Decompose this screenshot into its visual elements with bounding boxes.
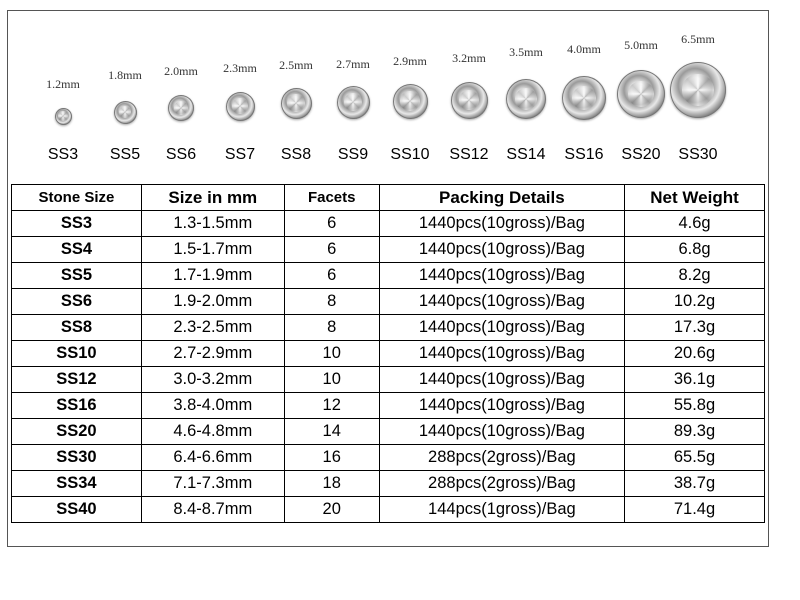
stone-ss-label: SS9 bbox=[337, 146, 369, 163]
stone-mm-text: 4.0mm bbox=[567, 42, 601, 56]
stone-mm-text: 3.5mm bbox=[509, 45, 543, 59]
cell-stone-size: SS3 bbox=[12, 211, 142, 237]
cell-packing-details: 1440pcs(10gross)/Bag bbox=[379, 263, 624, 289]
cell-net-weight: 89.3g bbox=[625, 419, 765, 445]
stone-ss-label: SS16 bbox=[564, 146, 604, 163]
stone-mm-text: 2.7mm bbox=[336, 57, 370, 71]
cell-size-mm: 1.3-1.5mm bbox=[141, 211, 284, 237]
stone-mm-text: 2.3mm bbox=[223, 61, 257, 75]
cell-packing-details: 1440pcs(10gross)/Bag bbox=[379, 367, 624, 393]
cell-net-weight: 38.7g bbox=[625, 471, 765, 497]
cell-size-mm: 1.9-2.0mm bbox=[141, 289, 284, 315]
table-row bbox=[12, 367, 765, 393]
cell-net-weight: 71.4g bbox=[625, 497, 765, 523]
table-row bbox=[12, 497, 765, 523]
cell-net-weight: 20.6g bbox=[625, 341, 765, 367]
cell-size-mm: 3.8-4.0mm bbox=[141, 393, 284, 419]
cell-stone-size: SS16 bbox=[12, 393, 142, 419]
cell-stone-size: SS30 bbox=[12, 445, 142, 471]
rhinestone-image bbox=[506, 79, 546, 119]
header-net-weight: Net Weight bbox=[625, 185, 765, 211]
cell-packing-details: 1440pcs(10gross)/Bag bbox=[379, 211, 624, 237]
stone-ss-label: SS14 bbox=[506, 146, 546, 163]
cell-packing-details: 144pcs(1gross)/Bag bbox=[379, 497, 624, 523]
cell-facets: 14 bbox=[284, 419, 379, 445]
cell-packing-details: 1440pcs(10gross)/Bag bbox=[379, 393, 624, 419]
cell-net-weight: 4.6g bbox=[625, 211, 765, 237]
header-stone-size: Stone Size bbox=[12, 185, 142, 211]
cell-facets: 6 bbox=[284, 263, 379, 289]
cell-stone-size: SS6 bbox=[12, 289, 142, 315]
stone-mm-text: 2.5mm bbox=[279, 58, 313, 72]
cell-stone-size: SS12 bbox=[12, 367, 142, 393]
cell-size-mm: 6.4-6.6mm bbox=[141, 445, 284, 471]
cell-size-mm: 2.7-2.9mm bbox=[141, 341, 284, 367]
stone-mm-text: 5.0mm bbox=[624, 38, 658, 52]
stone-size-strip bbox=[0, 0, 800, 180]
stone-mm-label bbox=[210, 61, 270, 76]
stone-mm-label bbox=[323, 57, 383, 72]
rhinestone-image bbox=[337, 86, 370, 119]
cell-size-mm: 3.0-3.2mm bbox=[141, 367, 284, 393]
cell-stone-size: SS34 bbox=[12, 471, 142, 497]
cell-packing-details: 288pcs(2gross)/Bag bbox=[379, 471, 624, 497]
cell-stone-size: SS5 bbox=[12, 263, 142, 289]
cell-facets: 6 bbox=[284, 211, 379, 237]
rhinestone-image bbox=[226, 92, 255, 121]
table-row bbox=[12, 237, 765, 263]
stone-ss-label: SS20 bbox=[621, 146, 661, 163]
table-header-row bbox=[12, 185, 765, 211]
header-size-mm: Size in mm bbox=[141, 185, 284, 211]
table-row bbox=[12, 315, 765, 341]
stone-ss-label: SS6 bbox=[165, 146, 197, 163]
cell-net-weight: 8.2g bbox=[625, 263, 765, 289]
cell-facets: 16 bbox=[284, 445, 379, 471]
cell-facets: 8 bbox=[284, 315, 379, 341]
stone-mm-label bbox=[266, 58, 326, 73]
table-row bbox=[12, 419, 765, 445]
stone-ss-label: SS12 bbox=[449, 146, 489, 163]
stone-mm-label bbox=[95, 68, 155, 83]
stone-mm-text: 6.5mm bbox=[681, 32, 715, 46]
cell-stone-size: SS20 bbox=[12, 419, 142, 445]
stone-ss-label: SS3 bbox=[47, 146, 79, 163]
stone-mm-label bbox=[33, 77, 93, 92]
table-row bbox=[12, 445, 765, 471]
cell-facets: 8 bbox=[284, 289, 379, 315]
cell-facets: 18 bbox=[284, 471, 379, 497]
cell-size-mm: 1.5-1.7mm bbox=[141, 237, 284, 263]
cell-size-mm: 7.1-7.3mm bbox=[141, 471, 284, 497]
stone-ss-label: SS10 bbox=[390, 146, 430, 163]
stone-spec-table bbox=[11, 184, 765, 523]
table-row bbox=[12, 289, 765, 315]
cell-packing-details: 1440pcs(10gross)/Bag bbox=[379, 315, 624, 341]
cell-packing-details: 1440pcs(10gross)/Bag bbox=[379, 419, 624, 445]
cell-net-weight: 10.2g bbox=[625, 289, 765, 315]
cell-facets: 10 bbox=[284, 367, 379, 393]
cell-facets: 20 bbox=[284, 497, 379, 523]
stone-mm-text: 2.0mm bbox=[164, 64, 198, 78]
cell-size-mm: 4.6-4.8mm bbox=[141, 419, 284, 445]
rhinestone-image bbox=[451, 82, 488, 119]
stone-mm-label bbox=[439, 51, 499, 66]
rhinestone-image bbox=[393, 84, 428, 119]
table-row bbox=[12, 263, 765, 289]
stone-ss-label: SS5 bbox=[109, 146, 141, 163]
cell-net-weight: 65.5g bbox=[625, 445, 765, 471]
cell-packing-details: 1440pcs(10gross)/Bag bbox=[379, 341, 624, 367]
cell-size-mm: 1.7-1.9mm bbox=[141, 263, 284, 289]
cell-facets: 10 bbox=[284, 341, 379, 367]
cell-net-weight: 6.8g bbox=[625, 237, 765, 263]
stone-mm-text: 1.2mm bbox=[46, 77, 80, 91]
rhinestone-image bbox=[55, 108, 72, 125]
stone-mm-label bbox=[668, 32, 728, 47]
stone-mm-label bbox=[554, 42, 614, 57]
stone-ss-label: SS8 bbox=[280, 146, 312, 163]
rhinestone-image bbox=[114, 101, 137, 124]
cell-stone-size: SS10 bbox=[12, 341, 142, 367]
table-row bbox=[12, 341, 765, 367]
cell-net-weight: 36.1g bbox=[625, 367, 765, 393]
cell-size-mm: 2.3-2.5mm bbox=[141, 315, 284, 341]
stone-mm-label bbox=[380, 54, 440, 69]
cell-packing-details: 1440pcs(10gross)/Bag bbox=[379, 237, 624, 263]
rhinestone-image bbox=[168, 95, 194, 121]
header-packing-details: Packing Details bbox=[379, 185, 624, 211]
rhinestone-image bbox=[281, 88, 312, 119]
cell-packing-details: 288pcs(2gross)/Bag bbox=[379, 445, 624, 471]
header-facets: Facets bbox=[284, 185, 379, 211]
rhinestone-image bbox=[562, 76, 606, 120]
cell-net-weight: 17.3g bbox=[625, 315, 765, 341]
stone-ss-label: SS7 bbox=[224, 146, 256, 163]
cell-stone-size: SS8 bbox=[12, 315, 142, 341]
cell-stone-size: SS40 bbox=[12, 497, 142, 523]
cell-facets: 6 bbox=[284, 237, 379, 263]
stone-ss-label: SS30 bbox=[678, 146, 718, 163]
cell-stone-size: SS4 bbox=[12, 237, 142, 263]
rhinestone-image bbox=[617, 70, 665, 118]
stone-mm-text: 3.2mm bbox=[452, 51, 486, 65]
stone-mm-text: 2.9mm bbox=[393, 54, 427, 68]
cell-facets: 12 bbox=[284, 393, 379, 419]
stone-mm-label bbox=[496, 45, 556, 60]
table-row bbox=[12, 393, 765, 419]
table-row bbox=[12, 211, 765, 237]
table-row bbox=[12, 471, 765, 497]
stone-mm-text: 1.8mm bbox=[108, 68, 142, 82]
rhinestone-image bbox=[670, 62, 726, 118]
cell-packing-details: 1440pcs(10gross)/Bag bbox=[379, 289, 624, 315]
cell-size-mm: 8.4-8.7mm bbox=[141, 497, 284, 523]
cell-net-weight: 55.8g bbox=[625, 393, 765, 419]
stone-mm-label bbox=[611, 38, 671, 53]
stone-mm-label bbox=[151, 64, 211, 79]
